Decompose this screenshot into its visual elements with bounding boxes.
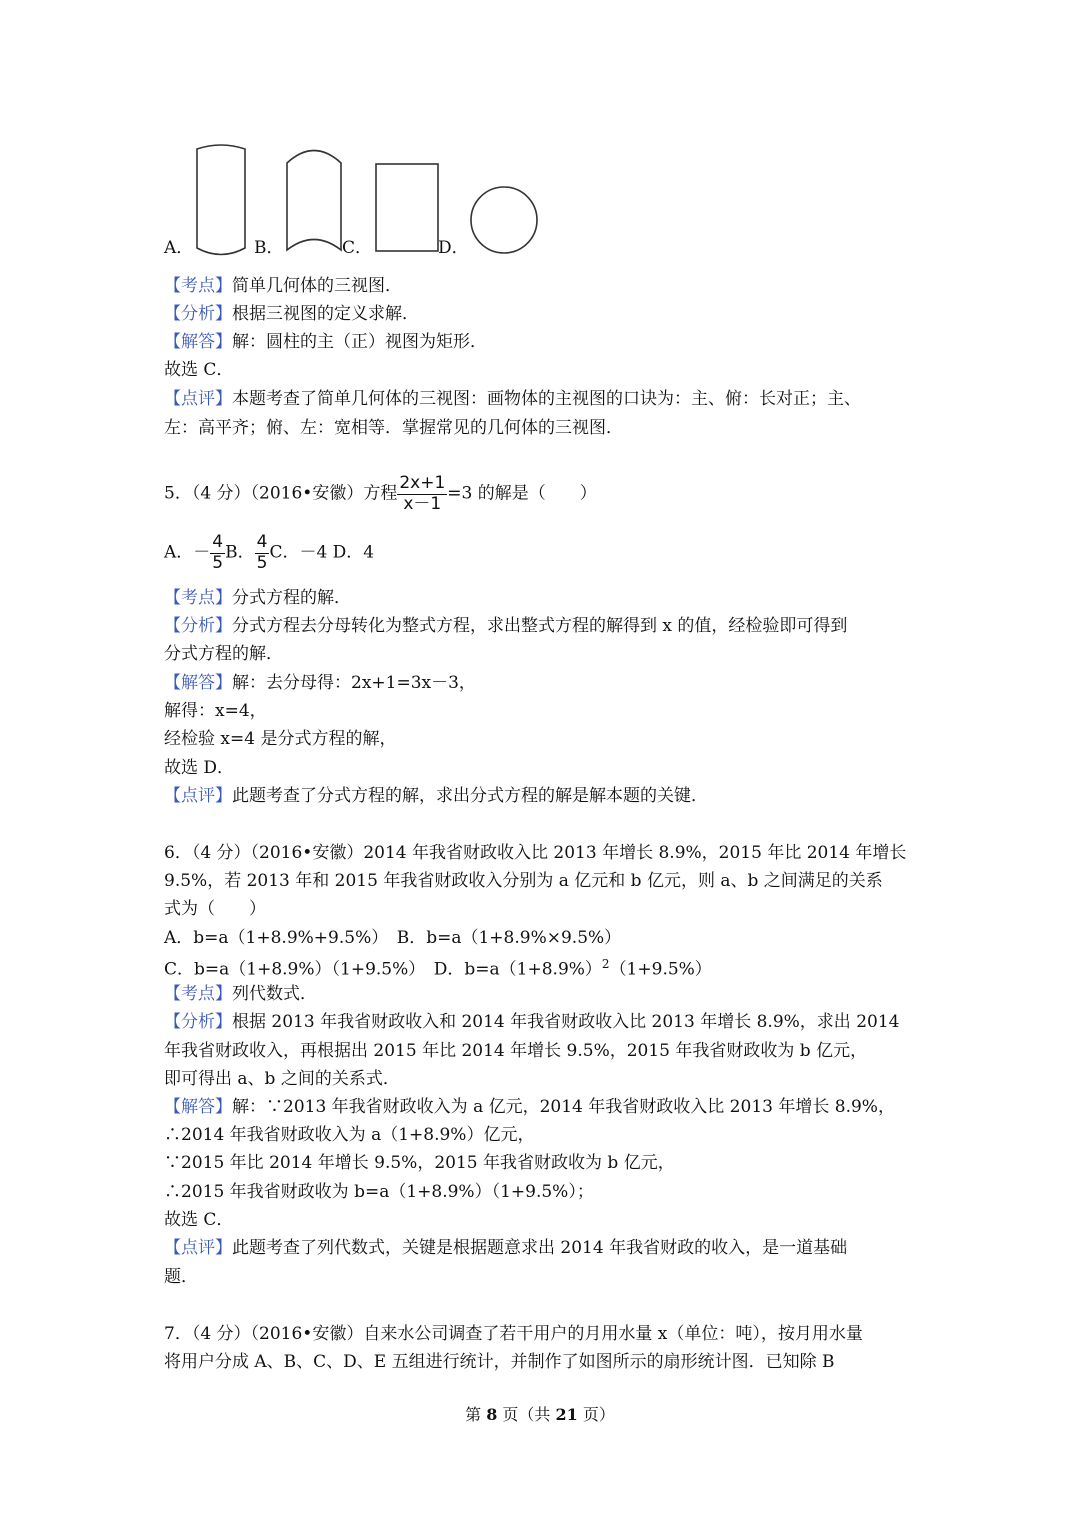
q5-fraction: $\frac{2x+1}{x-1}$ (399, 473, 446, 514)
q6-kaodian: 【考点】列代数式． (164, 984, 317, 1004)
page-footer: 第 8 页（共 21 页） (465, 1405, 615, 1424)
q5-dianping: 【点评】此题考查了分式方程的解，求出分式方程的解是解本题的关键． (164, 786, 708, 806)
q6-fenxi: 【分析】根据 2013 年我省财政收入和 2014 年我省财政收入比 2013 年增长 8.9%，求出 2014 (164, 1012, 900, 1032)
q4-dianping: 【点评】本题考查了简单几何体的三视图：画物体的主视图的口诀为：主、俯：长对正；主、 (164, 389, 861, 409)
q6-answer: 故选 C． (164, 1210, 234, 1230)
q4-fenxi: 【分析】根据三视图的定义求解． (164, 304, 419, 324)
q4-dianping-cont: 左：高平齐；俯、左：宽相等．掌握常见的几何体的三视图． (164, 418, 623, 438)
option-a-label: A． (164, 238, 194, 258)
q4-jieda: 【解答】解：圆柱的主（正）视图为矩形． (164, 332, 487, 352)
q6-options-ab: A．b=a（1+8.9%+9.5%） B．b=a（1+8.9%×9.5%） (164, 928, 622, 948)
option-b-shape (287, 151, 341, 251)
option-a-shape (197, 145, 245, 255)
q6-jieda-4: ∴2015 年我省财政收为 b=a（1+8.9%）（1+9.5%）； (164, 1182, 594, 1202)
option-d-label: D． (438, 238, 469, 258)
q5-jieda: 【解答】解：去分母得：2x+1=3x－3， (164, 673, 476, 693)
q4-answer: 故选 C． (164, 360, 234, 380)
q5-fenxi-cont: 分式方程的解． (164, 644, 283, 664)
q7-stem-1: 7．（4 分）（2016•安徽）自来水公司调查了若干用户的月用水量 x（单位：吨），按月用水量 (164, 1324, 863, 1344)
q6-jieda-2: ∴2014 年我省财政收入为 a（1+8.9%）亿元， (164, 1125, 535, 1145)
option-c-shape (376, 164, 438, 251)
q6-stem-1: 6．（4 分）（2016•安徽）2014 年我省财政收入比 2013 年增长 8.9%，2015 年比 2014 年增长 (164, 843, 907, 863)
q4-kaodian: 【考点】简单几何体的三视图． (164, 276, 402, 296)
q5-stem: 5．（4 分）（2016•安徽）方程 $\frac{2x+1}{x-1}$ =3 的解是（ ） (164, 473, 597, 514)
option-b-label: B． (254, 238, 284, 258)
q6-fenxi-3: 即可得出 a、b 之间的关系式． (164, 1069, 400, 1089)
q5-jieda-3: 经检验 x=4 是分式方程的解， (164, 729, 397, 749)
q7-stem-2: 将用户分成 A、B、C、D、E 五组进行统计，并制作了如图所示的扇形统计图．已知除 B (164, 1352, 835, 1372)
q6-dianping: 【点评】此题考查了列代数式，关键是根据题意求出 2014 年我省财政的收入，是一道基础 (164, 1238, 848, 1258)
q6-dianping-cont: 题． (164, 1267, 198, 1287)
q5-kaodian: 【考点】分式方程的解． (164, 588, 351, 608)
q5-fenxi: 【分析】分式方程去分母转化为整式方程，求出整式方程的解得到 x 的值，经检验即可得到 (164, 616, 848, 636)
q5-answer: 故选 D． (164, 758, 235, 778)
q6-jieda-3: ∵2015 年比 2014 年增长 9.5%，2015 年我省财政收为 b 亿元， (164, 1153, 675, 1173)
q6-stem-3: 式为（ ） (164, 899, 266, 919)
q6-jieda: 【解答】解：∵2013 年我省财政收入为 a 亿元，2014 年我省财政收入比 2013 年增长 8.9%， (164, 1097, 895, 1117)
q5-jieda-2: 解得：x=4， (164, 701, 267, 721)
q6-fenxi-2: 年我省财政收入，再根据出 2015 年比 2014 年增长 9.5%，2015 年我省财政收为 b 亿元， (164, 1041, 868, 1061)
option-d-shape (471, 187, 537, 253)
q5-options: A．－ $\frac{4}{5}$ B． $\frac{4}{5}$ C．－4 D．4 (164, 532, 375, 573)
q6-stem-2: 9.5%，若 2013 年和 2015 年我省财政收入分别为 a 亿元和 b 亿元，则 a、b 之间满足的关系 (164, 871, 883, 891)
option-c-label: C． (342, 238, 373, 258)
q6-options-cd: C．b=a（1+8.9%）（1+9.5%） D．$b=a(1+8.9\%)^2(1+9.5\%)$ (164, 957, 712, 980)
